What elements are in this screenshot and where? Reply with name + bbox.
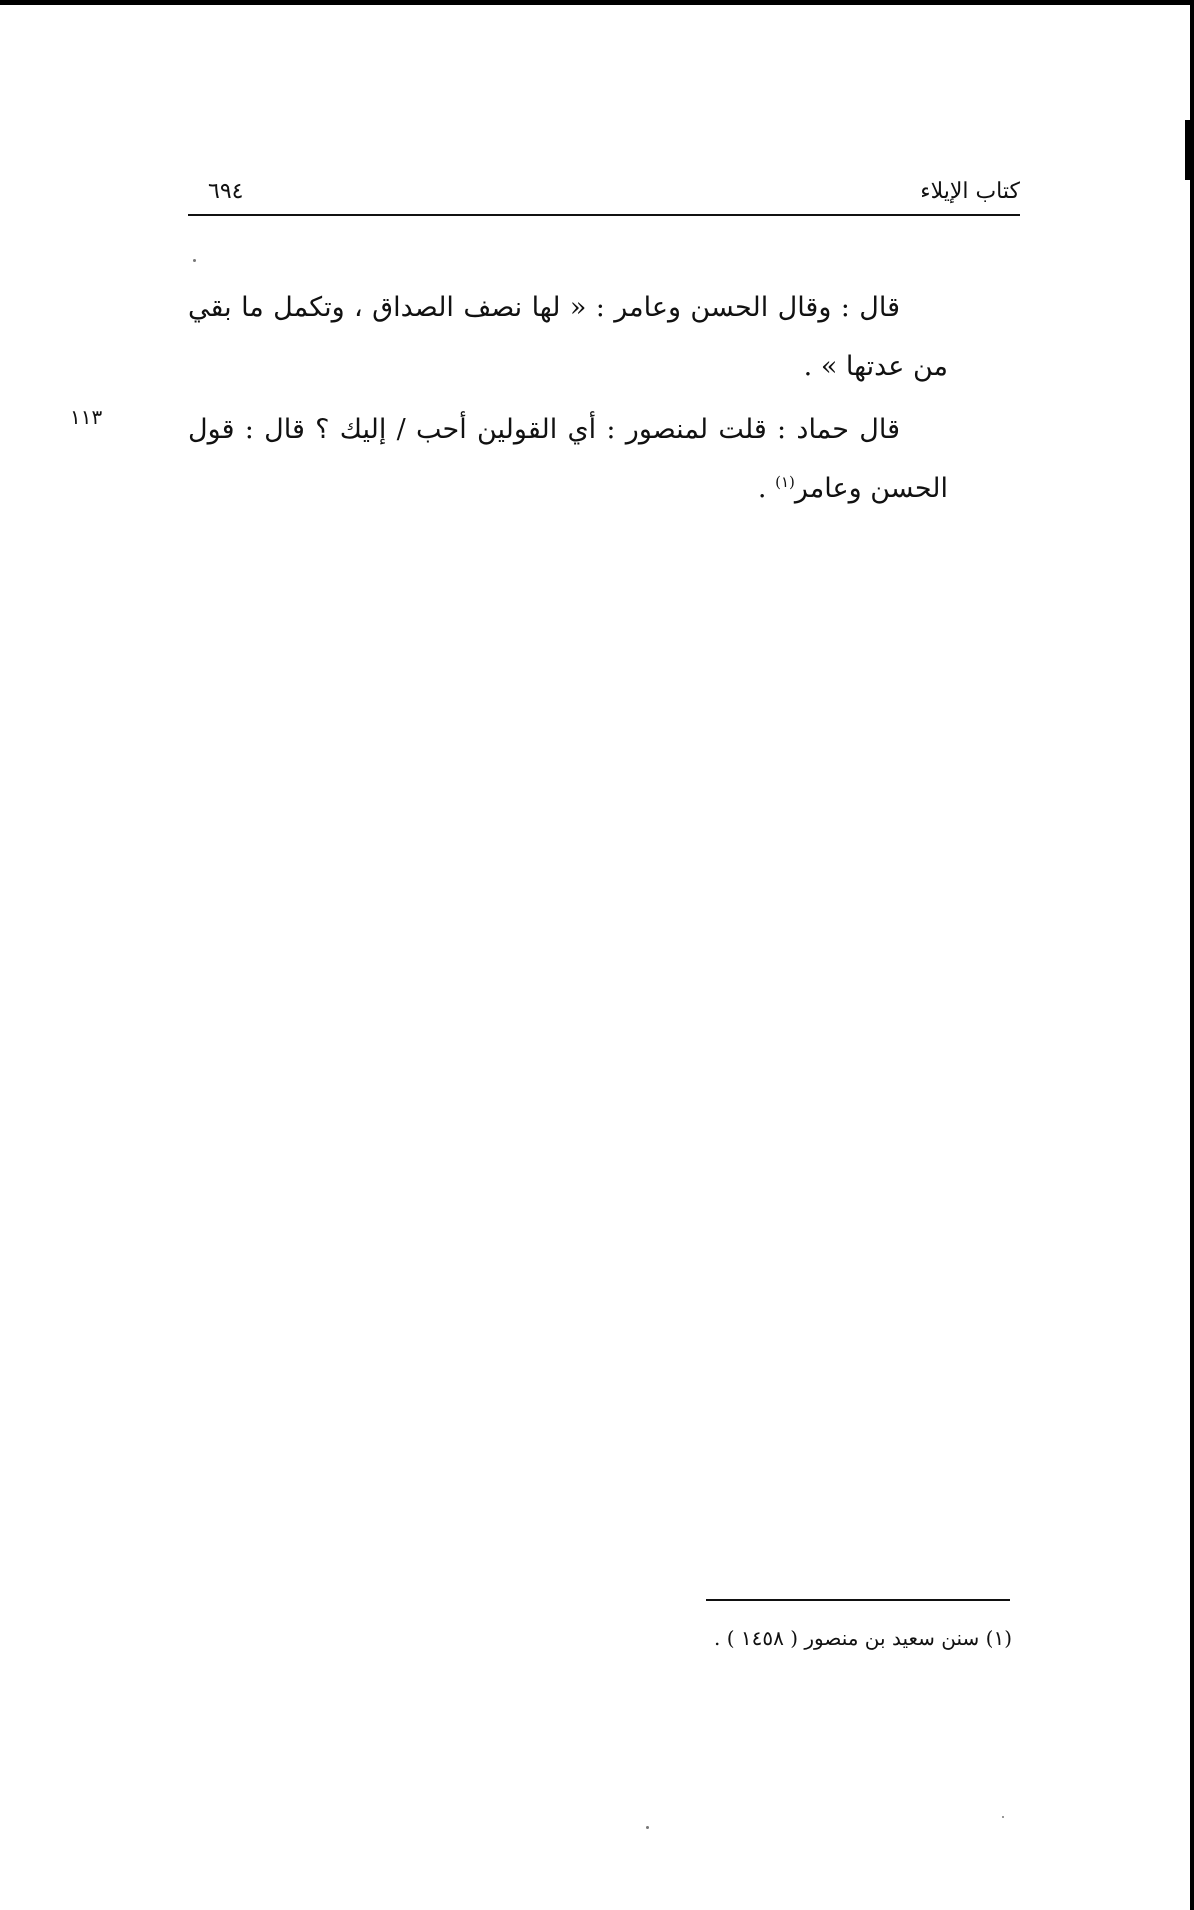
scan-speck [1002, 1816, 1004, 1818]
footnote-rule [706, 1599, 1010, 1601]
footnote-1: (١) سنن سعيد بن منصور ( ١٤٥٨ ) . [714, 1626, 1012, 1650]
paragraph-2-text: قال حماد : قلت لمنصور : أي القولين أحب / إليك ؟ قال : قول الحسن وعامر [188, 414, 948, 504]
margin-number: ١١٣ [70, 405, 103, 429]
page-number: ٦٩٤ [208, 179, 244, 204]
paragraph-2 [188, 400, 948, 518]
paragraph-1-text: قال : وقال الحسن وعامر : « لها نصف الصداق ، وتكمل ما بقي من عدتها » . [188, 292, 948, 382]
paragraph-1 [188, 278, 948, 396]
scan-speck [646, 1826, 649, 1829]
running-header [188, 176, 1020, 216]
paragraph-2-tail: . [757, 473, 776, 504]
header-title: كتاب الإيلاء [920, 179, 1020, 204]
scan-speck [193, 259, 196, 262]
scan-edge-right [1190, 0, 1194, 1910]
header-rule [188, 214, 1020, 216]
scan-edge-top [0, 0, 1194, 5]
scan-edge-right-tab [1185, 120, 1190, 180]
footnote-reference[interactable]: (١) [775, 473, 795, 491]
body-text [188, 278, 948, 518]
